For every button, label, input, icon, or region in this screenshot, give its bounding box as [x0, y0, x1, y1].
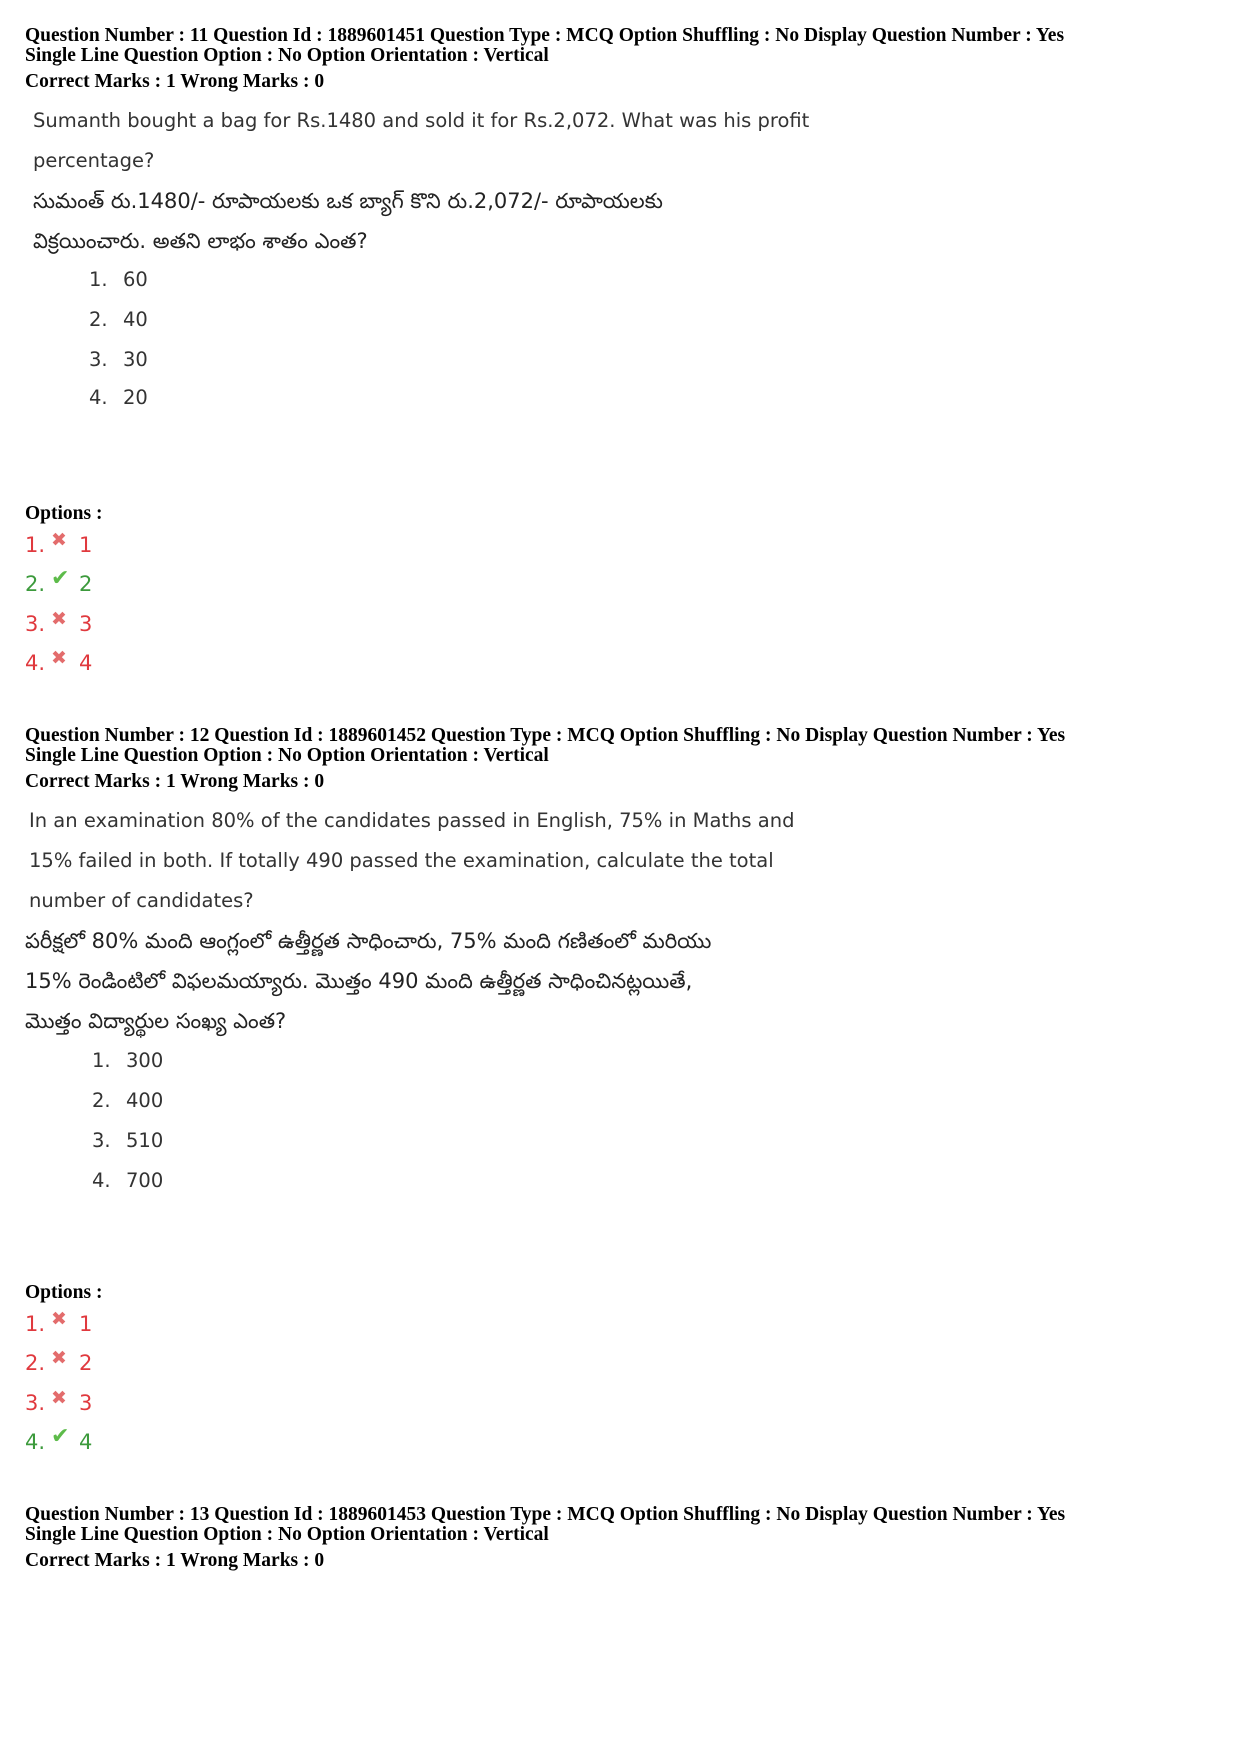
cross-icon: ✖ [51, 529, 67, 551]
answer-option: 3. ✖ 3 [25, 609, 92, 639]
question-meta-line: Question Number : 12 Question Id : 1889601452 Question Type : MCQ Option Shuffling : No Display Question Number : Yes [25, 725, 1066, 746]
question-text-line: number of candidates? [29, 889, 254, 912]
question-text-telugu-line: విక్రయించారు. అతని లాభం శాతం ఎంత? [33, 229, 368, 253]
marks-line: Correct Marks : 1 Wrong Marks : 0 [25, 71, 325, 92]
choice-item: 4. 20 [89, 386, 148, 409]
cross-icon: ✖ [51, 1347, 67, 1369]
choice-item: 2. 40 [89, 308, 148, 331]
cross-icon: ✖ [51, 1308, 67, 1330]
answer-option: 2. ✖ 2 [25, 1348, 92, 1378]
options-label: Options : [25, 1282, 103, 1303]
choice-item: 3. 510 [92, 1129, 164, 1152]
cross-icon: ✖ [51, 608, 67, 630]
question-meta-line: Question Number : 11 Question Id : 1889601451 Question Type : MCQ Option Shuffling : No Display Question Number : Yes [25, 25, 1065, 46]
question-text-telugu-line: పరీక్షలో 80% మంది ఆంగ్లంలో ఉత్తీర్ణత సాధించారు, 75% మంది గణితంలో మరియు [25, 929, 712, 953]
question-text-telugu-line: సుమంత్ రు.1480/- రూపాయలకు ఒక బ్యాగ్ కొని రు.2,072/- రూపాయలకు [33, 189, 663, 213]
check-icon: ✔ [51, 566, 70, 591]
question-text-telugu-line: మొత్తం విద్యార్థుల సంఖ్య ఎంత? [25, 1009, 287, 1033]
choice-item: 1. 300 [92, 1049, 164, 1072]
question-meta-line: Single Line Question Option : No Option Orientation : Vertical [25, 745, 549, 766]
question-text-line: percentage? [33, 149, 155, 172]
options-label: Options : [25, 503, 103, 524]
check-icon: ✔ [51, 1424, 70, 1449]
answer-option: 2. ✔ 2 [25, 566, 93, 596]
question-text-telugu-line: 15% రెండింటిలో విఫలమయ్యారు. మొత్తం 490 మంది ఉత్తీర్ణత సాధించినట్లయితే, [25, 969, 693, 993]
cross-icon: ✖ [51, 647, 67, 669]
question-12-meta [25, 726, 1065, 792]
marks-line: Correct Marks : 1 Wrong Marks : 0 [25, 1550, 325, 1571]
marks-line: Correct Marks : 1 Wrong Marks : 0 [25, 771, 325, 792]
choice-item: 3. 30 [89, 348, 148, 371]
choice-item: 1. 60 [89, 268, 148, 291]
answer-option: 4. ✔ 4 [25, 1424, 93, 1454]
answer-option: 3. ✖ 3 [25, 1388, 92, 1418]
answer-option: 1. ✖ 1 [25, 1309, 92, 1339]
question-13-meta [25, 1505, 1065, 1571]
question-text-line: Sumanth bought a bag for Rs.1480 and sold it for Rs.2,072. What was his profit [33, 109, 810, 132]
question-text-line: In an examination 80% of the candidates passed in English, 75% in Maths and [29, 809, 795, 832]
question-meta-line: Question Number : 13 Question Id : 1889601453 Question Type : MCQ Option Shuffling : No Display Question Number : Yes [25, 1504, 1066, 1525]
question-meta-line: Single Line Question Option : No Option Orientation : Vertical [25, 1524, 549, 1545]
question-11-meta [25, 26, 1064, 92]
question-meta-line: Single Line Question Option : No Option Orientation : Vertical [25, 45, 549, 66]
cross-icon: ✖ [51, 1387, 67, 1409]
answer-option: 1. ✖ 1 [25, 530, 92, 560]
choice-item: 4. 700 [92, 1169, 164, 1192]
choice-item: 2. 400 [92, 1089, 164, 1112]
question-text-line: 15% failed in both. If totally 490 passed the examination, calculate the total [29, 849, 774, 872]
answer-option: 4. ✖ 4 [25, 648, 92, 678]
